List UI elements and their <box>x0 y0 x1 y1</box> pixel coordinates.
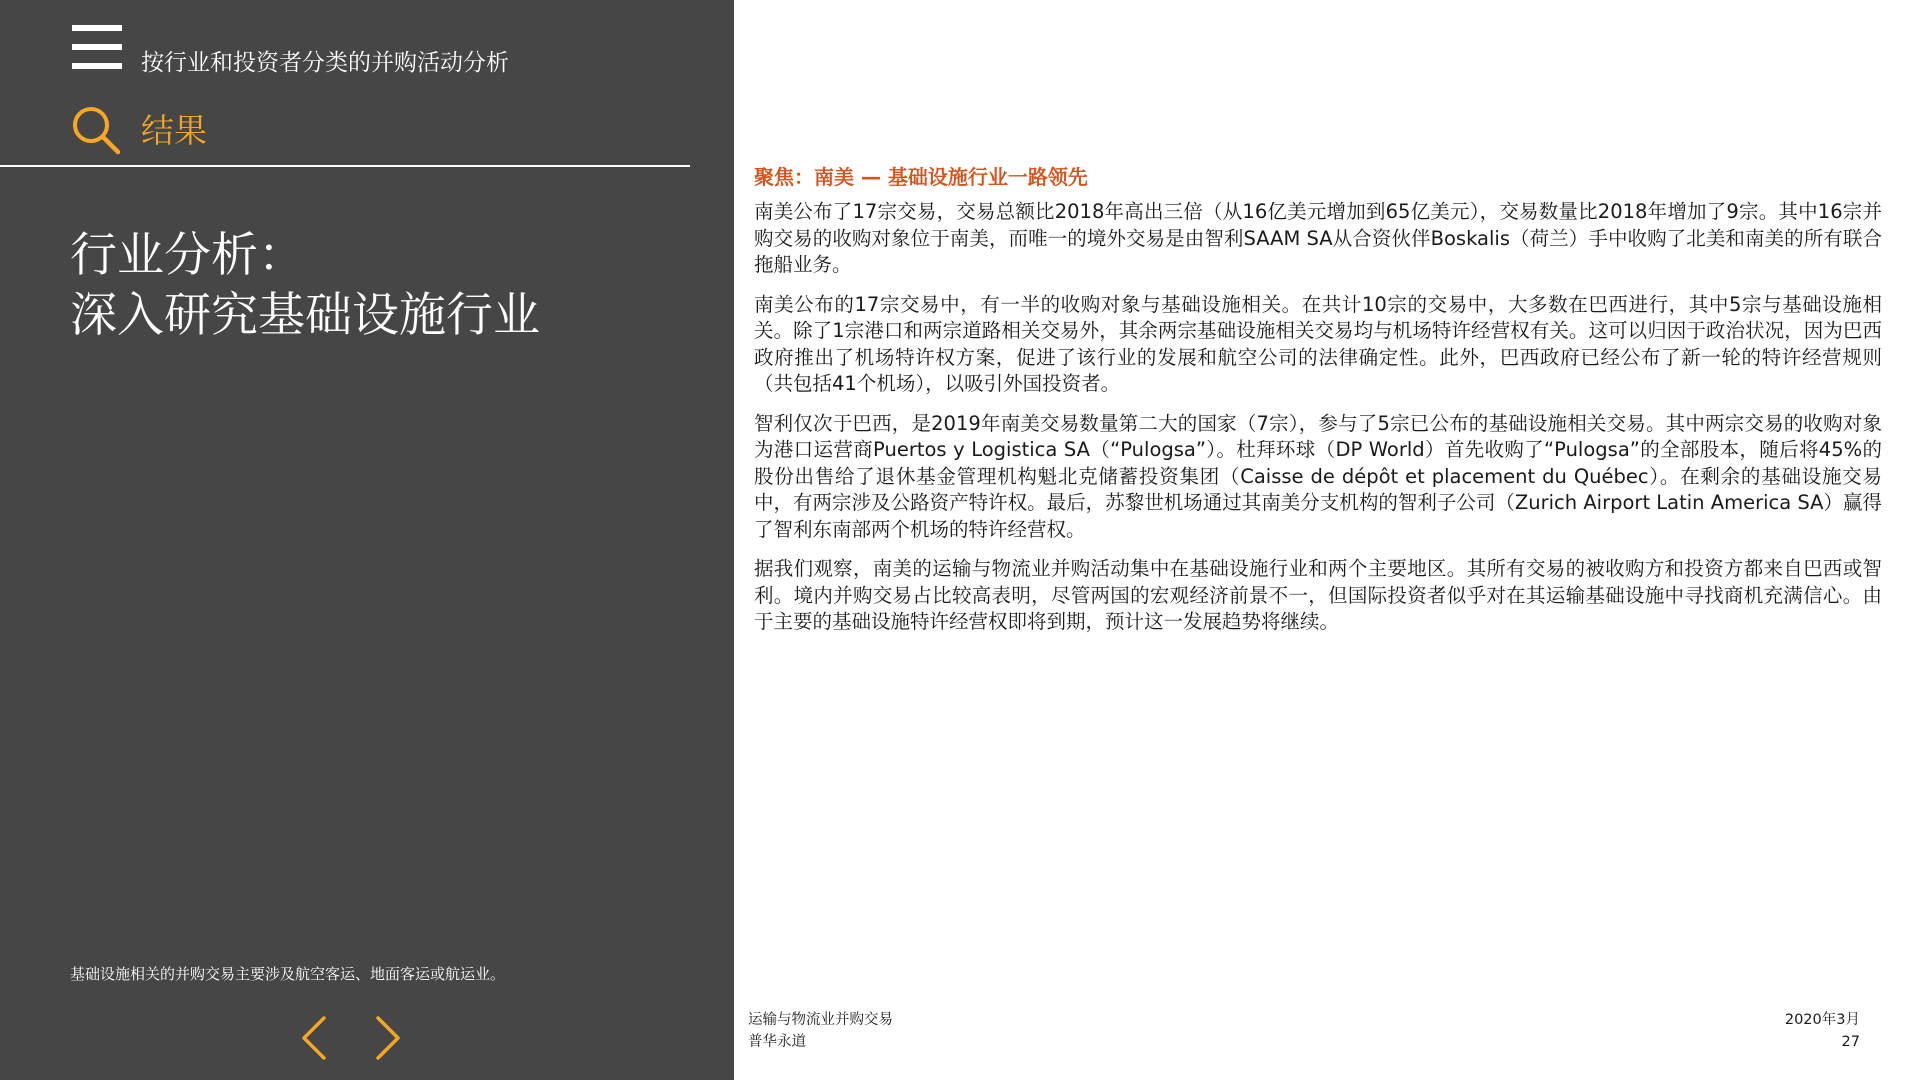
paragraph-3: 智利仅次于巴西，是2019年南美交易数量第二大的国家（7宗），参与了5宗已公布的基础设施相关交易。其中两宗交易的收购对象为港口运营商Puertos y Logistica SA（“Pulogsa”）。杜拜环球（DP World）首先收购了“Pulogsa”的全部股本，随后将45%的股份出售给了退休基金管理机构魁北克储蓄投资集团（Caisse de dépôt et placement du Québec）。在剩余的基础设施交易中，有两宗涉及公路资产特许权。最后，苏黎世机场通过其南美分支机构的智利子公司（Zurich Airport Latin America SA）赢得了智利东南部两个机场的特许经营权。 <box>754 411 1882 541</box>
page-number: 27 <box>1841 1034 1860 1050</box>
main-content <box>754 163 1882 649</box>
footer-date: 2020年3月 <box>1784 1012 1860 1028</box>
sidebar-footnote: 基础设施相关的并购交易主要涉及航空客运、地面客运或航运业。 <box>70 965 506 983</box>
paragraph-1: 南美公布了17宗交易，交易总额比2018年高出三倍（从16亿美元增加到65亿美元），交易数量比2018年增加了9宗。其中16宗并购交易的收购对象位于南美，而唯一的境外交易是由智利SAAM SA从合资伙伴Boskalis（荷兰）手中收购了北美和南美的所有联合拖船业务。 <box>754 200 1882 276</box>
page-title-line2: 深入研究基础设施行业 <box>70 288 540 343</box>
section-label-results[interactable]: 结果 <box>141 111 207 150</box>
paragraph-4: 据我们观察，南美的运输与物流业并购活动集中在基础设施行业和两个主要地区。其所有交易的被收购方和投资方都来自巴西或智利。境内并购交易占比较高表明，尽管两国的宏观经济前景不一，但国际投资者似乎对在其运输基础设施中寻找商机充满信心。由于主要的基础设施特许经营权即将到期，预计这一发展趋势将继续。 <box>754 557 1882 633</box>
footer-left <box>748 1009 893 1053</box>
header-title: 按行业和投资者分类的并购活动分析 <box>141 50 509 76</box>
hamburger-menu-icon[interactable] <box>72 25 122 69</box>
content-heading: 聚焦：南美 — 基础设施行业一路领先 <box>754 165 1088 189</box>
chevron-right-icon[interactable] <box>370 1014 406 1062</box>
footer-company: 普华永道 <box>748 1034 806 1050</box>
paragraph-2: 南美公布的17宗交易中，有一半的收购对象与基础设施相关。在共计10宗的交易中，大多数在巴西进行，其中5宗与基础设施相关。除了1宗港口和两宗道路相关交易外，其余两宗基础设施相关交易均与机场特许经营权有关。这可以归因于政治状况，因为巴西政府推出了机场特许权方案，促进了该行业的发展和航空公司的法律确定性。此外，巴西政府已经公布了新一轮的特许经营规则（共包括41个机场），以吸引外国投资者。 <box>754 292 1882 395</box>
footer-publication: 运输与物流业并购交易 <box>748 1012 893 1028</box>
page-title <box>70 226 540 346</box>
footer-right <box>1785 1009 1860 1053</box>
divider <box>0 165 690 167</box>
page-title-line1: 行业分析： <box>70 228 305 283</box>
left-panel <box>0 0 734 1080</box>
chevron-left-icon[interactable] <box>296 1014 332 1062</box>
search-icon[interactable] <box>70 104 122 156</box>
